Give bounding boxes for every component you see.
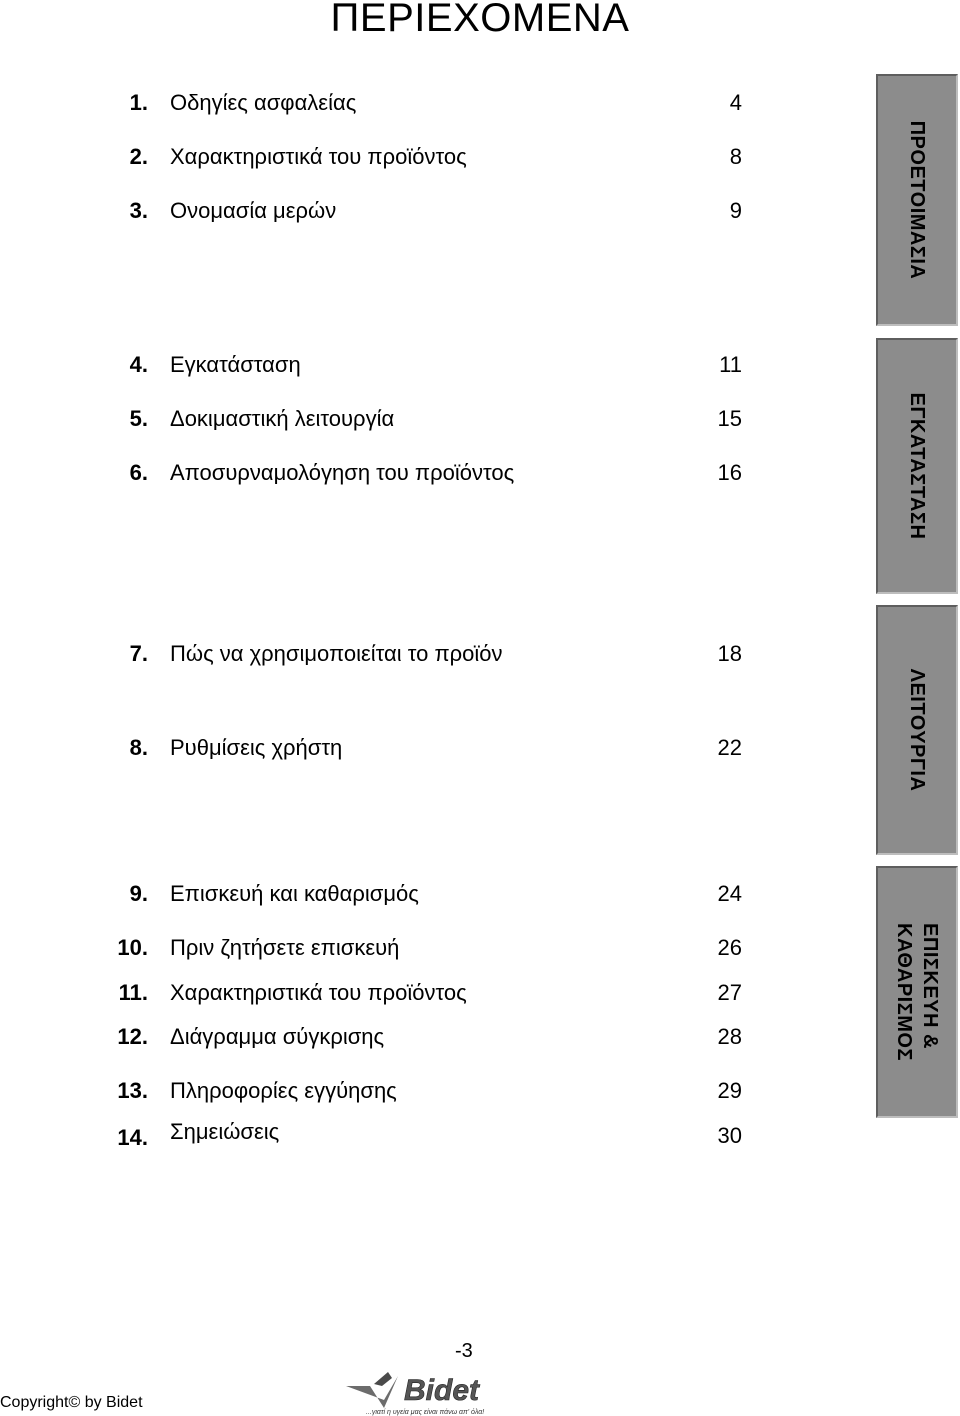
bidet-logo [344, 1370, 544, 1416]
toc-entry[interactable] [0, 978, 760, 1008]
toc-label: Ονομασία μερών [170, 198, 337, 223]
toc-entry[interactable] [0, 879, 760, 909]
toc-number: 14. [117, 1125, 148, 1150]
toc-label: Σημειώσεις [170, 1119, 280, 1144]
toc-page: 26 [717, 935, 742, 960]
toc-label: Πώς να χρησιμοποιείται το προϊόν [170, 641, 503, 666]
toc-number: 10. [117, 935, 148, 960]
toc-number: 4. [129, 352, 148, 377]
toc-number: 3. [129, 198, 148, 223]
toc-entry[interactable] [0, 458, 760, 488]
toc-entry[interactable] [0, 350, 760, 380]
logo-mark [346, 1376, 398, 1408]
toc-page: 30 [717, 1123, 742, 1148]
toc-label: Ρυθμίσεις χρήστη [170, 735, 343, 760]
toc-number: 12. [117, 1024, 148, 1049]
toc-label: Πληροφορίες εγγύησης [170, 1078, 397, 1103]
toc-page: 16 [717, 460, 742, 485]
toc-page: 4 [729, 90, 742, 115]
page-title: ΠΕΡΙΕΧΟΜΕΝΑ [330, 0, 630, 40]
section-tab-label: ΕΓΚΑΤΑΣΤΑΣΗ [906, 392, 928, 540]
toc-page: 28 [717, 1024, 742, 1049]
section-tab-label: ΕΠΙΣΚΕΥΗ & ΚΑΘΑΡΙΣΜΟΣ [893, 923, 941, 1061]
toc-number: 5. [129, 406, 148, 431]
toc-entry[interactable] [0, 142, 760, 172]
section-tab-label: ΠΡΟΕΤΟΙΜΑΣΙΑ [906, 120, 928, 280]
toc-page: 18 [717, 641, 742, 666]
toc-number: 7. [129, 641, 148, 666]
logo-wordmark: Bidet [404, 1374, 479, 1407]
toc-number: 9. [129, 881, 148, 906]
toc-label: Οδηγίες ασφαλείας [170, 90, 357, 115]
toc-entry[interactable] [0, 639, 760, 669]
section-tab-preparation[interactable] [876, 74, 958, 326]
toc-page: 15 [717, 406, 742, 431]
page-number: -3 [455, 1340, 473, 1362]
toc-entry[interactable] [0, 404, 760, 434]
toc-entry[interactable] [0, 1022, 760, 1052]
logo-leaf [374, 1372, 392, 1386]
toc-label: Επισκευή και καθαρισμός [170, 881, 419, 906]
section-tab-maintenance[interactable] [876, 866, 958, 1118]
toc-label: Διάγραμμα σύγκρισης [170, 1024, 385, 1049]
toc-page: 29 [717, 1078, 742, 1103]
logo-tagline: ...γιατί η υγεία μας είναι πάνω απ' όλα! [366, 1409, 485, 1416]
toc-page: 8 [729, 144, 742, 169]
toc-number: 1. [129, 90, 148, 115]
toc-number: 2. [129, 144, 148, 169]
copyright-text: Copyright© by Bidet [0, 1394, 143, 1411]
toc-number: 11. [118, 980, 148, 1005]
toc-entry[interactable] [0, 733, 760, 763]
toc-page: 9 [729, 198, 742, 223]
toc-number: 8. [129, 735, 148, 760]
toc-entry[interactable] [0, 933, 760, 963]
toc-label: Χαρακτηριστικά του προϊόντος [170, 980, 467, 1005]
toc-label: Εγκατάσταση [170, 352, 301, 377]
toc-page: 11 [719, 352, 742, 377]
toc-entry[interactable] [0, 1117, 760, 1150]
section-tab-operation[interactable] [876, 605, 958, 855]
toc-entry[interactable] [0, 88, 760, 118]
toc-label: Δοκιμαστική λειτουργία [170, 406, 395, 431]
toc-page: 22 [717, 735, 742, 760]
toc-number: 13. [117, 1078, 148, 1103]
section-tab-label: ΛΕΙΤΟΥΡΓΙΑ [906, 668, 928, 792]
toc-entry[interactable] [0, 1076, 760, 1106]
toc-page: 24 [717, 881, 742, 906]
toc-number: 6. [129, 460, 148, 485]
toc-page: 27 [717, 980, 742, 1005]
toc-entry[interactable] [0, 196, 760, 226]
toc-label: Αποσυρναμολόγηση του προϊόντος [170, 460, 515, 485]
toc-label: Χαρακτηριστικά του προϊόντος [170, 144, 467, 169]
section-tab-installation[interactable] [876, 338, 958, 594]
toc-label: Πριν ζητήσετε επισκευή [170, 935, 400, 960]
